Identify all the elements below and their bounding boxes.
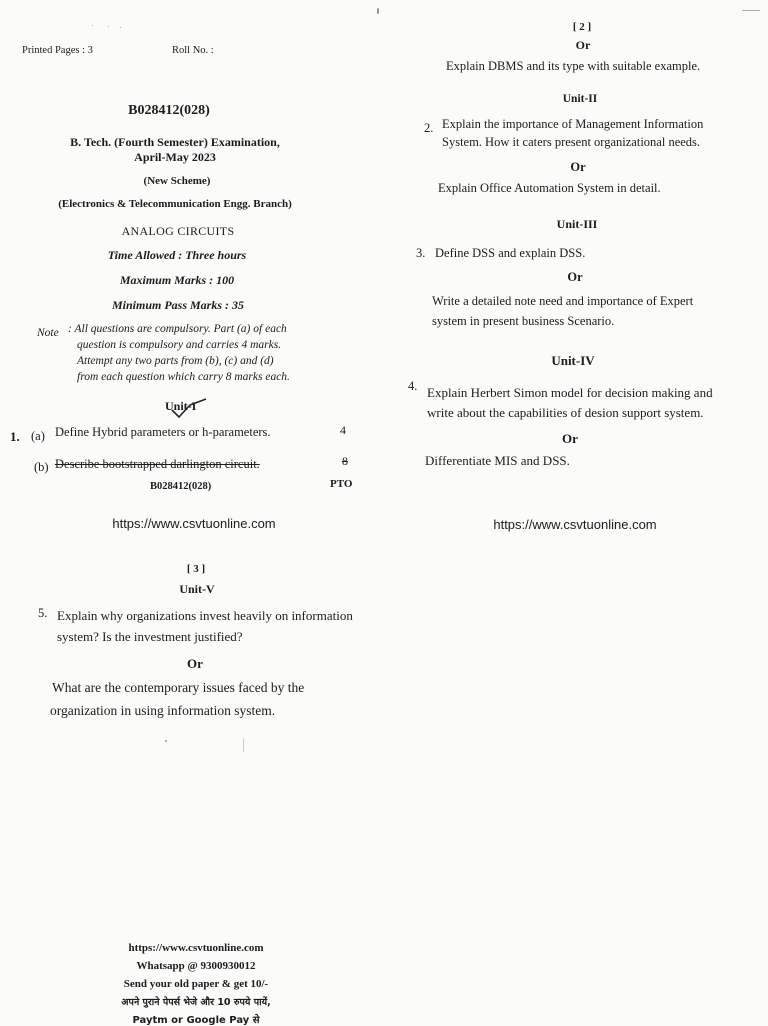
q2-number: 2. (424, 121, 434, 135)
footer-website[interactable]: https://www.csvtuonline.com (128, 942, 264, 954)
footer-whatsapp: Whatsapp @ 9300930012 (136, 960, 256, 972)
q4-line-2: write about the capabilities of desion support system. (427, 405, 704, 420)
page-2-number: [ 2 ] (572, 21, 592, 33)
q3-number: 3. (416, 246, 426, 260)
subject: ANALOG CIRCUITS (121, 224, 235, 238)
exam-title: B. Tech. (Fourth Semester) Examination, (70, 135, 280, 149)
time-allowed: Time Allowed : Three hours (107, 248, 247, 262)
or-2: Or (570, 160, 586, 174)
q5-number: 5. (38, 606, 48, 620)
website-link-right[interactable]: https://www.csvtuonline.com (493, 517, 657, 532)
roll-no-label: Roll No. : (172, 45, 214, 56)
minimum-marks: Minimum Pass Marks : 35 (111, 298, 245, 312)
q4-number: 4. (408, 379, 418, 393)
printed-pages-label: Printed Pages : 3 (22, 45, 93, 56)
footer-hindi-offer: अपने पुराने पेपर्स भेजे और 10 रुपये पायें, (121, 997, 271, 1008)
paper-code: B028412(028) (128, 103, 210, 118)
footer-payment: Paytm or Google Pay से (132, 1015, 260, 1026)
maximum-marks: Maximum Marks : 100 (119, 273, 235, 287)
q1b-marks: 8 (342, 454, 348, 468)
unit-2-heading: Unit-II (562, 93, 598, 105)
unit-4-heading: Unit-IV (551, 353, 595, 368)
footer-offer: Send your old paper & get 10/- (123, 978, 269, 990)
or-4: Or (562, 431, 578, 446)
q-dbms: Explain DBMS and its type with suitable example. (446, 59, 701, 73)
unit-3-heading: Unit-III (556, 217, 598, 231)
footer-paper-code: B028412(028) (150, 481, 212, 492)
tick-mark-icon (168, 397, 212, 421)
q1-number: 1. (10, 429, 20, 444)
note-line-2: question is compulsory and carries 4 marks. (77, 339, 282, 351)
q4-line-1: Explain Herbert Simon model for decision making and (427, 385, 713, 400)
q5-alt-line-2: organization in using information system. (50, 703, 276, 718)
unit-5-heading: Unit-V (179, 582, 215, 596)
note-line-1: : All questions are compulsory. Part (a) of each (68, 323, 287, 335)
or-top: Or (575, 38, 591, 52)
q5-line-2: system? Is the investment justified? (57, 629, 243, 644)
q5-line-1: Explain why organizations invest heavily on information (57, 608, 353, 623)
q2-line-2: System. How it caters present organizational needs. (442, 135, 701, 149)
q1a-text: Define Hybrid parameters or h-parameters. (55, 425, 271, 439)
note-line-4: from each question which carry 8 marks each. (77, 371, 290, 383)
q1b-text: Describe bootstrapped darlington circuit. (55, 457, 260, 471)
q1b-label: (b) (34, 460, 49, 474)
pto-label: PTO (330, 478, 353, 490)
unit-1-heading: Unit-I (165, 399, 197, 413)
q5-alt-line-1: What are the contemporary issues faced by the (52, 680, 305, 695)
website-link-left[interactable]: https://www.csvtuonline.com (112, 516, 276, 531)
exam-session: April-May 2023 (134, 150, 216, 164)
q2-alt: Explain Office Automation System in detail. (438, 181, 661, 195)
q1a-marks: 4 (340, 423, 346, 437)
page-3-number: [ 3 ] (186, 563, 206, 575)
q4-alt: Differentiate MIS and DSS. (425, 453, 570, 468)
or-3: Or (567, 270, 583, 284)
or-5: Or (187, 656, 203, 671)
branch: (Electronics & Telecommunication Engg. Branch) (58, 198, 292, 210)
q3-alt-line-2: system in present business Scenario. (432, 314, 615, 328)
q3-alt-line-1: Write a detailed note need and importance of Expert (432, 294, 694, 308)
note-label: Note (37, 327, 59, 339)
q3-text: Define DSS and explain DSS. (435, 246, 586, 260)
q2-line-1: Explain the importance of Management Information (442, 117, 704, 131)
scheme: (New Scheme) (143, 175, 211, 187)
note-line-3: Attempt any two parts from (b), (c) and (d) (77, 355, 274, 367)
q1a-label: (a) (31, 429, 45, 443)
